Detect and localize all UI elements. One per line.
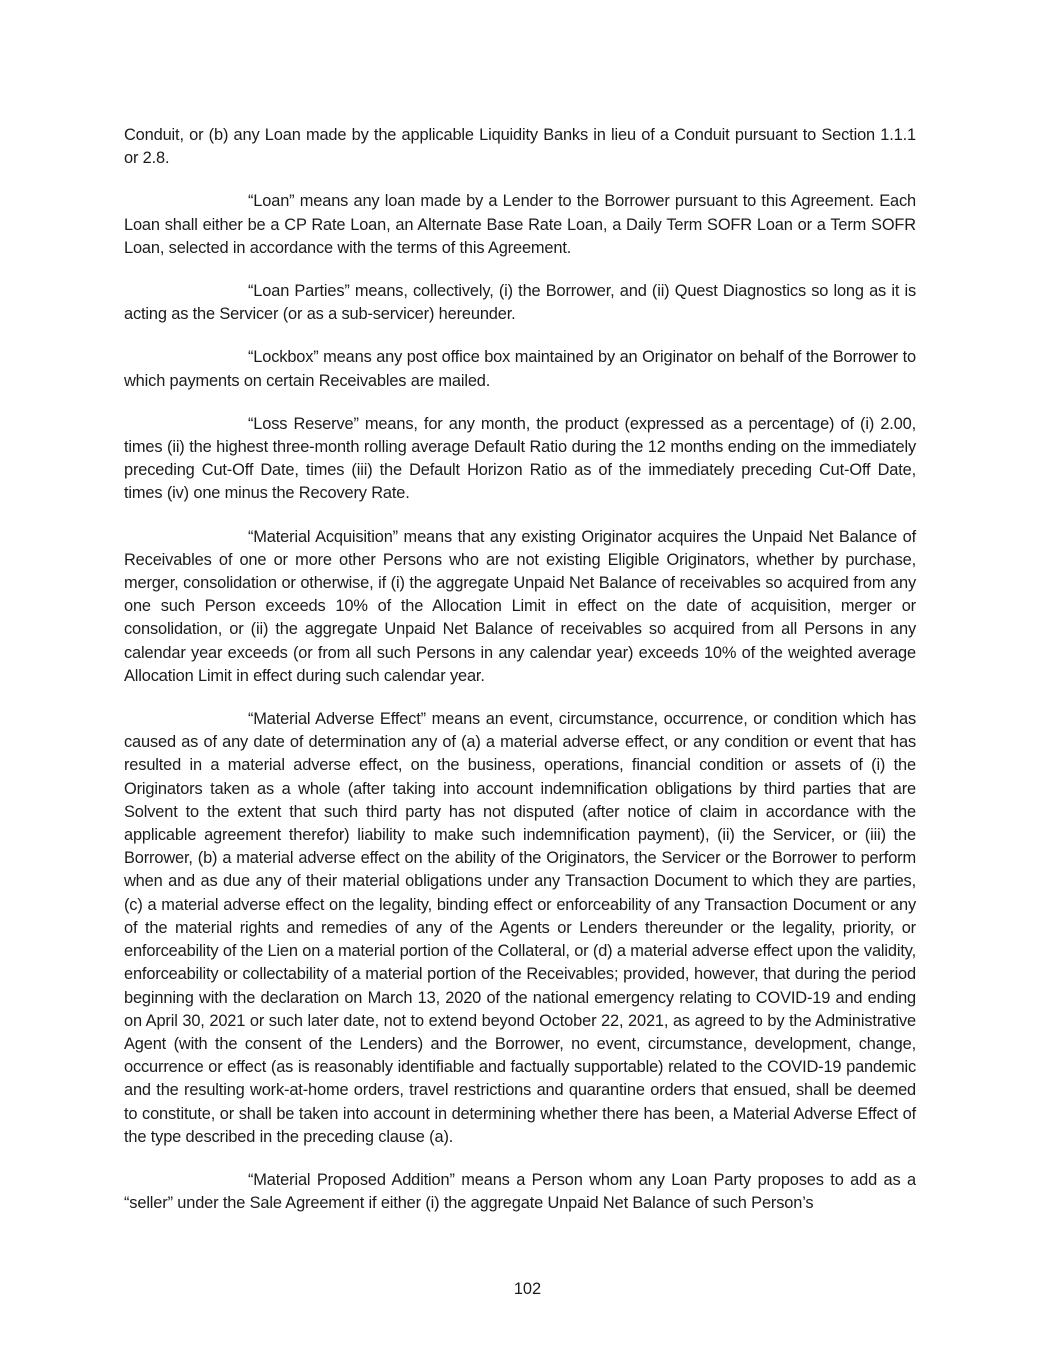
paragraph-lockbox-definition: “Lockbox” means any post office box maintained by an Originator on behalf of the Borrower to which payments on certain Receivables are mailed. bbox=[124, 348, 916, 390]
document-body bbox=[124, 124, 916, 1235]
page-number: 102 bbox=[513, 1280, 542, 1298]
paragraph-material-proposed-addition-definition: “Material Proposed Addition” means a Person whom any Loan Party proposes to add as a “seller” under the Sale Agreement if either (i) the aggregate Unpaid Net Balance of such Person’s bbox=[124, 1170, 916, 1213]
paragraph-material-adverse-effect-definition: “Material Adverse Effect” means an event, circumstance, occurrence, or condition which has caused as of any date of determination any of (a) a material adverse effect, or any condition or event that has resulted in a material adverse effect, on the business, operations, financial condition or assets of (i) the Originators taken as a whole (after taking into account indemnification obligations by third parties that are Solvent to the extent that such third party has not disputed (after notice of claim in accordance with the applicable agreement therefor) liability to make such indemnification payment), (ii) the Servicer, or (iii) the Borrower, (b) a material adverse effect on the ability of the Originators, the Servicer or the Borrower to perform when and as due any of their material obligations under any Transaction Document to which they are parties, (c) a material adverse effect on the legality, binding effect or enforceability of any Transaction Document or any of the material rights and remedies of any of the Agents or Lenders thereunder or the legality, priority, or enforceability of the Lien on a material portion of the Collateral, or (d) a material adverse effect upon the validity, enforceability or collectability of a material portion of the Receivables; provided, however, that during the period beginning with the declaration on March 13, 2020 of the national emergency relating to COVID-19 and ending on April 30, 2021 or such later date, not to extend beyond October 22, 2021, as agreed to by the Administrative Agent (with the consent of the Lenders) and the Borrower, no event, circumstance, development, change, occurrence or effect (as is reasonably identifiable and factually supportable) related to the COVID-19 pandemic and the resulting work-at-home orders, travel restrictions and quarantine orders that ensued, shall be deemed to constitute, or shall be taken into account in determining whether there has been, a Material Adverse Effect of the type described in the preceding clause (a). bbox=[124, 710, 916, 1146]
paragraph-loss-reserve-definition: “Loss Reserve” means, for any month, the product (expressed as a percentage) of (i) 2.00, times (ii) the highest three-month rolling average Default Ratio during the 12 months ending on the immediately preceding Cut-Off Date, times (iii) the Default Horizon Ratio as of the immediately preceding Cut-Off Date, times (iv) one minus the Recovery Rate. bbox=[124, 414, 916, 503]
paragraph-continuation: Conduit, or (b) any Loan made by the applicable Liquidity Banks in lieu of a Conduit pursuant to Section 1.1.1 or 2.8. bbox=[124, 126, 916, 168]
paragraph-material-acquisition-definition: “Material Acquisition” means that any existing Originator acquires the Unpaid Net Balance of Receivables of one or more other Persons who are not existing Eligible Originators, whether by purchase, merger, consolidation or otherwise, if (i) the aggregate Unpaid Net Balance of receivables so acquired from any one such Person exceeds 10% of the Allocation Limit in effect on the date of acquisition, merger or consolidation, or (ii) the aggregate Unpaid Net Balance of receivables so acquired from all Persons in any calendar year exceeds (or from all such Persons in any calendar year) exceeds 10% of the weighted average Allocation Limit in effect during such calendar year. bbox=[124, 527, 916, 685]
paragraph-loan-definition: “Loan” means any loan made by a Lender to the Borrower pursuant to this Agreement. Each Loan shall either be a CP Rate Loan, an Alternate Base Rate Loan, a Daily Term SOFR Loan or a Term SOFR Loan, selected in accordance with the terms of this Agreement. bbox=[124, 192, 916, 257]
paragraph-loan-parties-definition: “Loan Parties” means, collectively, (i) the Borrower, and (ii) Quest Diagnostics so long as it is acting as the Servicer (or as a sub-servicer) hereunder. bbox=[124, 282, 916, 324]
